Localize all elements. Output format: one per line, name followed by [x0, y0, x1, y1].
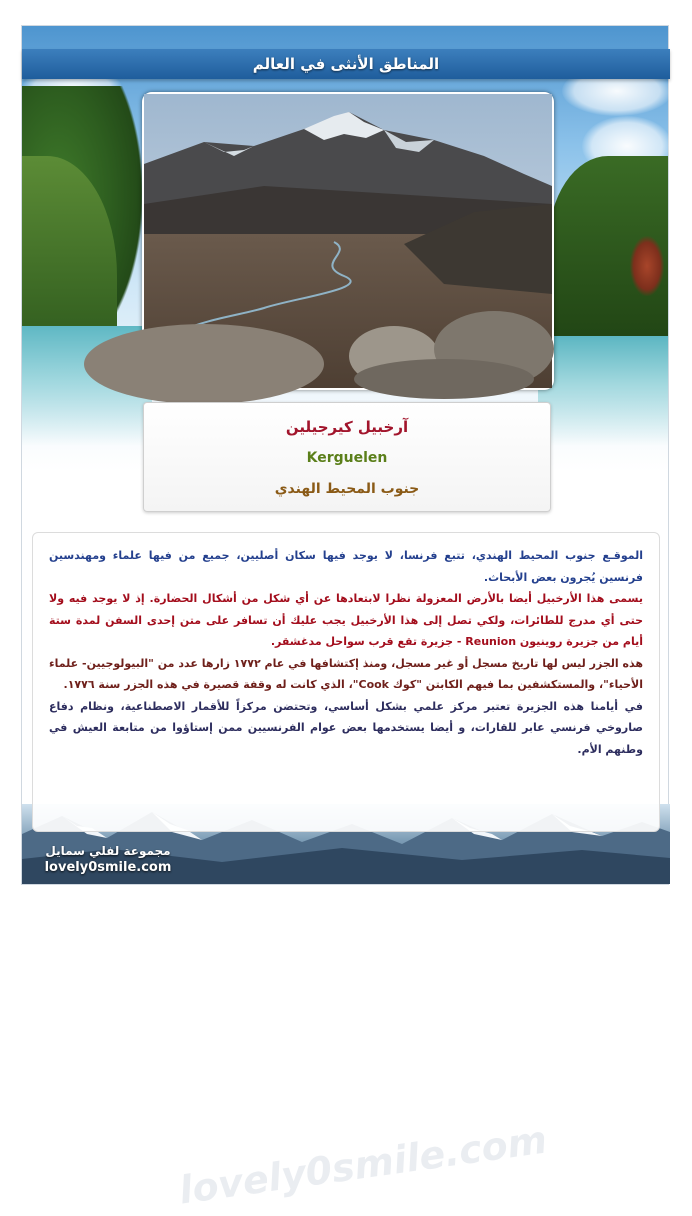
right-autumn-tree [630, 236, 664, 296]
footer-brand [28, 843, 188, 876]
article-paragraph: في أيامنا هذه الجزيرة تعتبر مركز علمي بشكل أساسي، وتحتضن مركزاً للأقمار الاصطناعية، ونظام دفاع صاروخي فرنسي عابر للقارات، و أيضا يستخدمها بعض عوام الفرنسيين ممن إستاؤوا من متابعة العيش في وطنهم الأم. [49, 699, 643, 756]
page-title: المناطق الأنثى في العالم [252, 55, 440, 73]
landscape-photo [142, 92, 554, 390]
right-lake-scenery [538, 336, 668, 446]
kerguelen-photo [144, 94, 552, 388]
article-paragraph: الموقـع جنوب المحيط الهندي، تتبع فرنسا، لا يوجد فيها سكان أصليين، جميع من فيها علماء ومهندسين فرنسين يُجرون بعض الأبحاث. [49, 549, 643, 584]
place-location: جنوب المحيط الهندي [274, 481, 420, 497]
place-name-box [143, 402, 551, 512]
watermark-text: lovely0smile.com [176, 1117, 550, 1213]
brand-url: lovely0smile.com [44, 860, 172, 875]
article-paragraph: هذه الجزر ليس لها تاريخ مسجل أو غير مسجل، ومنذ إكتشافها في عام ١٧٧٢ زارها عدد من "البيولوجيين- علماء الأحياء"، والمستكشفين بما فيهم الكابتن "كوك Cook"، الذي كانت له وقفة قصيرة في هذه الجزر سنة ١٧٧٦. [49, 656, 643, 691]
card-background [21, 25, 669, 1213]
brand-name-arabic: مجموعة لفلي سمايل [45, 844, 171, 858]
article-paragraph: يسمى هذا الأرخبيل أيضا بالأرض المعزولة نظرا لابتعادها عن أي شكل من أشكال الحضارة. إذ لا يوجد فيه ولا حتى أي مدرج للطائرات، ولكي تصل إلى هذا الأرخبيل يجب عليك أن تسافر على متن إحدى السفن لمدة ستة أيام من جزيرة روينيون Reunion - جزيرة تقع قرب سواحل مدغشقر. [49, 592, 643, 648]
place-name-english: Kerguelen [306, 450, 388, 466]
place-name-arabic: آرخبيل كيرجيلين [285, 418, 409, 436]
title-bar [22, 49, 670, 79]
